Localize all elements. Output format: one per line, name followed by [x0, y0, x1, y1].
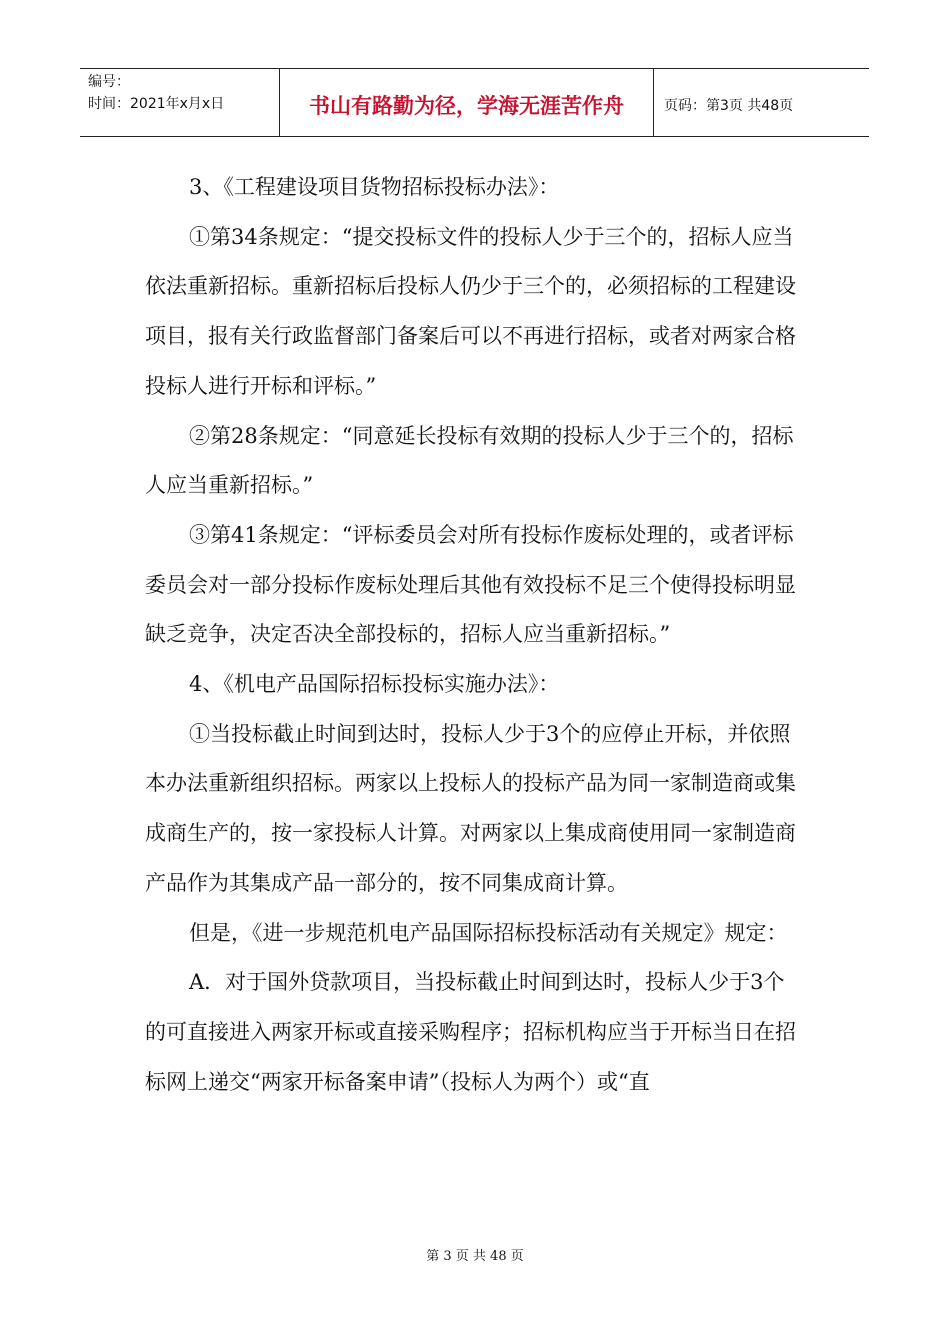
paragraph: ②第28条规定：“同意延长投标有效期的投标人少于三个的，招标人应当重新招标。” — [145, 423, 794, 498]
paragraph: ①第34条规定：“提交投标文件的投标人少于三个的，招标人应当依法重新招标。重新招标后投标人仍少于三个的，必须招标的工程建设项目，报有关行政监督部门备案后可以不再进行招标，或者对两家合格投标人进行开标和评标。” — [145, 224, 796, 398]
paragraph: 3、《工程建设项目货物招标投标办法》： — [189, 175, 560, 199]
paragraph: ③第41条规定：“评标委员会对所有投标作废标处理的，或者评标委员会对一部分投标作废标处理后其他有效投标不足三个使得投标明显缺乏竞争，决定否决全部投标的，招标人应当重新招标。” — [145, 522, 796, 647]
page-footer: 第 3 页 共 48 页 — [426, 1249, 524, 1264]
header-info-cell — [80, 69, 280, 136]
document-date: 时间：2021年x月x日 — [88, 96, 225, 112]
paragraph: ①当投标截止时间到达时，投标人少于3个的应停止开标，并依照本办法重新组织招标。两家以上投标人的投标产品为同一家制造商或集成商生产的，按一家投标人计算。对两家以上集成商使用同一家制造商产品作为其集成产品一部分的，按不同集成商计算。 — [145, 721, 796, 895]
paragraph: A．对于国外贷款项目，当投标截止时间到达时，投标人少于3个的可直接进入两家开标或直接采购程序；招标机构应当于开标当日在招标网上递交“两家开标备案申请”（投标人为两个）或“直 — [145, 970, 796, 1094]
paragraph: 但是，《进一步规范机电产品国际招标投标活动有关规定》规定： — [189, 920, 788, 945]
page-header — [80, 68, 869, 137]
header-page-info: 页码：第3页 共48页 — [664, 97, 794, 114]
document-number-label: 编号： — [88, 74, 130, 90]
header-motto: 书山有路勤为径，学海无涯苦作舟 — [280, 69, 654, 136]
paragraph: 4、《机电产品国际招标投标实施办法》： — [189, 672, 560, 697]
document-body — [145, 163, 805, 1107]
